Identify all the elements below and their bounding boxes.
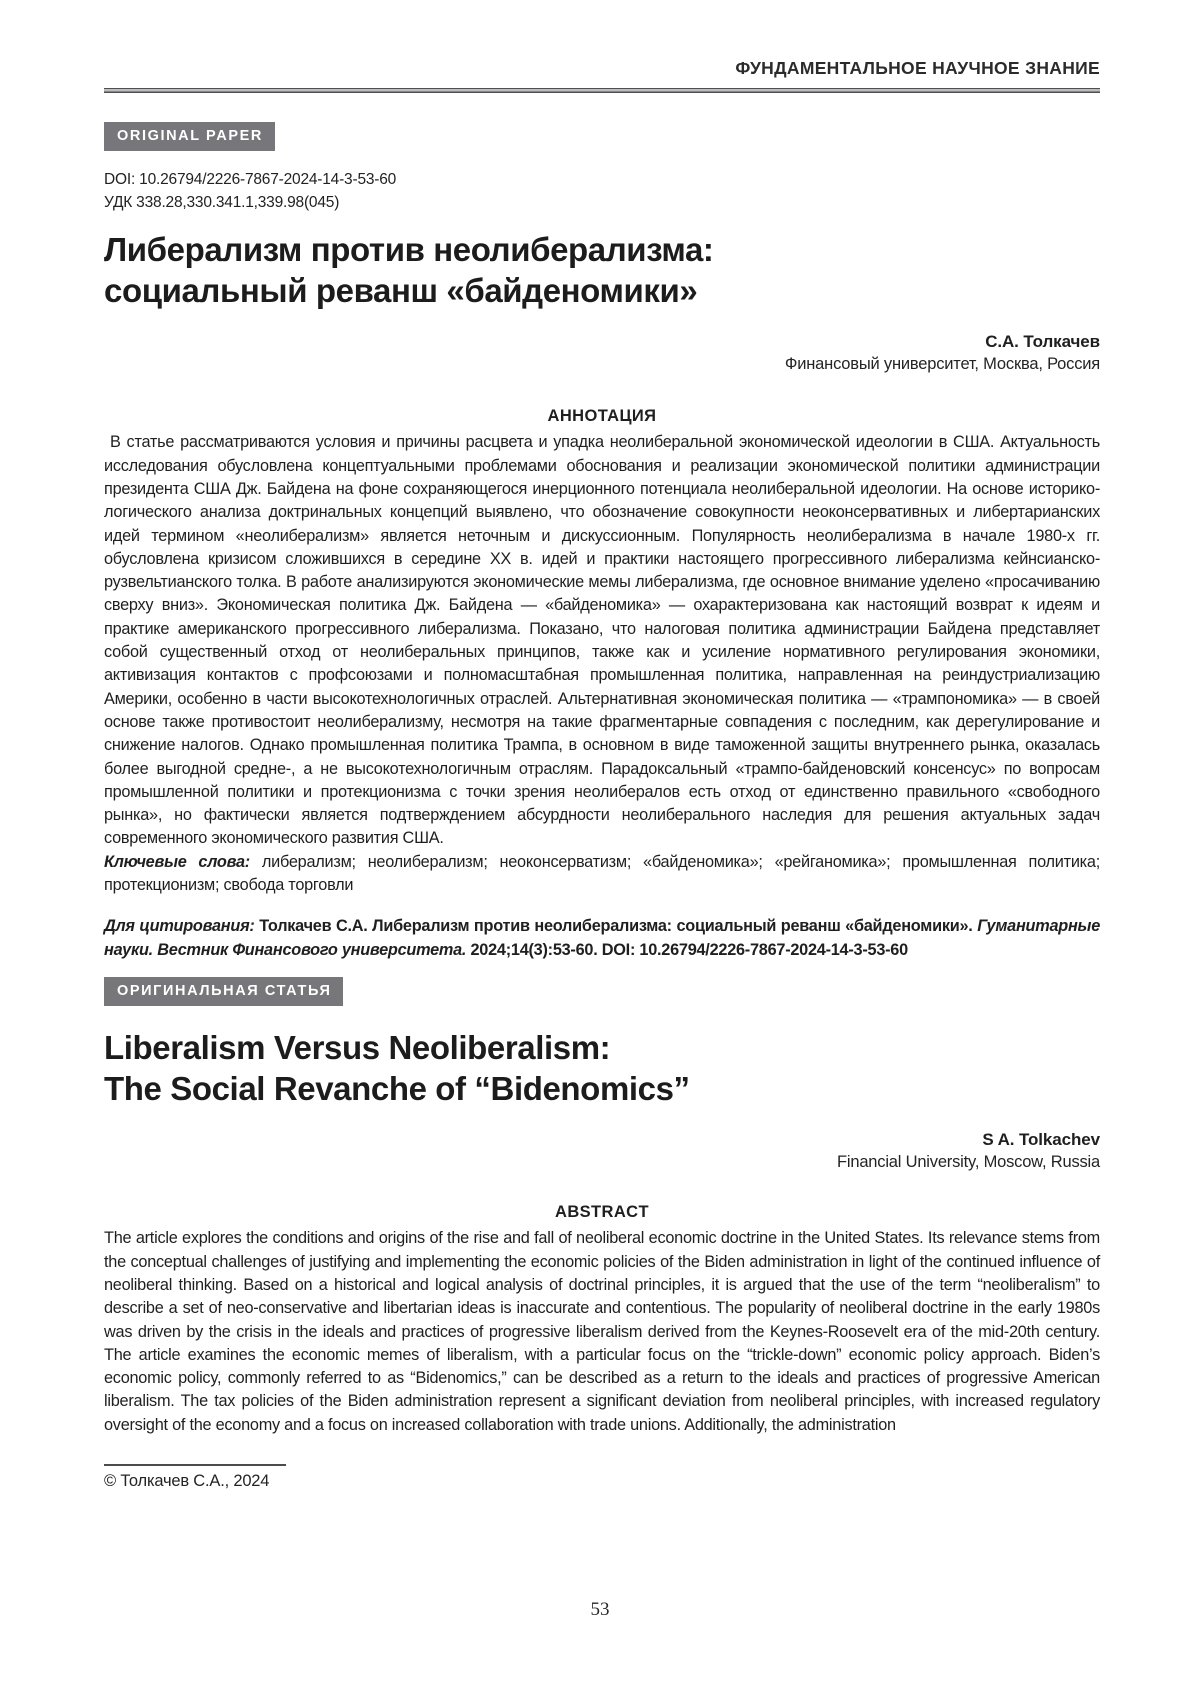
doi-text: DOI: 10.26794/2226-7867-2024-14-3-53-60	[104, 171, 397, 189]
badge-row	[104, 122, 1100, 151]
keywords-paragraph	[104, 851, 1100, 898]
article-title-ru	[104, 229, 1100, 311]
footnote-rule	[104, 1464, 286, 1466]
abstract-heading-en: ABSTRACT	[555, 1203, 649, 1222]
author-name-ru: С.А. Толкачев	[985, 332, 1100, 352]
keywords-text: либерализм; неолиберализм; неоконсерватизм; «байденомика»; «рейганомика»; промышленная политика; протекционизм; свобода торговли	[104, 852, 1100, 895]
page-number: 53	[590, 1599, 610, 1620]
article-title-ru-line2: социальный реванш «байденомики»	[104, 272, 698, 310]
author-name-en: S A. Tolkachev	[982, 1130, 1100, 1150]
keywords-label: Ключевые слова:	[104, 852, 250, 871]
badge-row	[104, 977, 1100, 1006]
citation-journal-name: Гуманитарные науки. Вестник Финансового университета.	[104, 917, 1101, 959]
article-meta	[104, 168, 1100, 214]
abstract-text-ru: В статье рассматриваются условия и причины расцвета и упадка неолиберальной экономической идеологии в США. Актуальность исследования обусловлена концептуальными проблемами обоснования и реализации экономической политики администрации президента США Дж. Байдена на фоне сохраняющегося инерционного потенциала неолиберальной идеологии. На основе историко-логического анализа доктринальных концепций выявлено, что обозначение совокупности неоконсервативных и либертарианских идей термином «неолиберализм» является неточным и дискуссионным. Популярность неолиберализма в начале 1980-х гг. обусловлена кризисом сложившихся в середине XX в. идей и практики настоящего прогрессивного либерализма кейнсианско-рузвельтианского толка. В работе анализируются экономические мемы либерализма, где основное внимание уделено «просачиванию сверху вниз». Экономическая политика Дж. Байдена — «байденомика» — охарактеризована как настоящий возврат к идеям и практике американского прогрессивного либерализма. Показано, что налоговая политика администрации Байдена представляет собой существенный отход от неолиберальных принципов, также как и усиление нормативного регулирования экономики, активизация контактов с профсоюзами и полномасштабная промышленная политика, направленная на реиндустриализацию Америки, особенно в части высокотехнологичных отраслей. Альтернативная экономическая политика — «трампономика» — в своей основе также противостоит неолиберализму, несмотря на такие фрагментарные совпадения с последним, как дерегулирование и снижение налогов. Однако промышленная политика Трампа, в основном в виде таможенной защиты внутреннего рынка, оказалась более выгодной средне-, а не высокотехнологичным отраслям. Парадоксальный «трампо-байденовский консенсус» по вопросам промышленной политики и протекционизма с точки зрения неолибералов есть отход от единственно правильного «свободного рынка», но фактически является подтверждением абсурдности неолиберального наследия для решения актуальных задач современного экономического развития США.	[104, 433, 1100, 848]
original-article-badge: ОРИГИНАЛЬНАЯ СТАТЬЯ	[104, 977, 343, 1006]
original-paper-badge: ORIGINAL PAPER	[104, 122, 275, 151]
citation-paragraph	[104, 915, 1100, 962]
article-title-en-line2: The Social Revanche of “Bidenomics”	[104, 1070, 690, 1108]
article-title-ru-line1: Либерализм против неолиберализма:	[104, 231, 714, 269]
author-block-ru	[104, 330, 1100, 376]
author-block-en	[104, 1128, 1100, 1174]
article-title-en-line1: Liberalism Versus Neoliberalism:	[104, 1029, 611, 1067]
header-rule	[104, 88, 1100, 93]
article-title-en	[104, 1027, 1100, 1109]
abstract-heading-ru: АННОТАЦИЯ	[547, 407, 657, 426]
citation-tail-text: 2024;14(3):53-60. DOI: 10.26794/2226-7867-2024-14-3-53-60	[470, 940, 908, 959]
running-header: ФУНДАМЕНТАЛЬНОЕ НАУЧНОЕ ЗНАНИЕ	[735, 58, 1100, 78]
udk-text: УДК 338.28,330.341.1,339.98(045)	[104, 194, 340, 212]
author-affiliation-en: Financial University, Moscow, Russia	[837, 1153, 1100, 1172]
citation-main-text: Толкачев С.А. Либерализм против неолиберализма: социальный реванш «байденомики».	[259, 917, 973, 936]
copyright-text: © Толкачев С.А., 2024	[104, 1471, 270, 1490]
author-affiliation-ru: Финансовый университет, Москва, Россия	[784, 355, 1100, 374]
abstract-text-en: The article explores the conditions and origins of the rise and fall of neoliberal economic doctrine in the United States. Its relevance stems from the conceptual challenges of justifying and implementing the economic policies of the Biden administration in light of the continued influence of neoliberal thinking. Based on a historical and logical analysis of doctrinal principles, it is argued that the use of the term “neoliberalism” to describe a set of neo-conservative and libertarian ideas is inaccurate and contentious. The popularity of neoliberal doctrine in the early 1980s was driven by the crisis in the ideals and practices of progressive liberalism derived from the Keynes-Roosevelt era of the mid-20th century. The article examines the economic memes of liberalism, with a particular focus on the “trickle-down” economic policy approach. Biden’s economic policy, commonly referred to as “Bidenomics,” can be described as a return to the ideals and practices of progressive American liberalism. The tax policies of the Biden administration represent a significant deviation from neoliberal principles, with increased regulatory oversight of the economy and a focus on increased collaboration with trade unions. Additionally, the administration	[104, 1229, 1100, 1434]
citation-label: Для цитирования:	[104, 917, 255, 936]
